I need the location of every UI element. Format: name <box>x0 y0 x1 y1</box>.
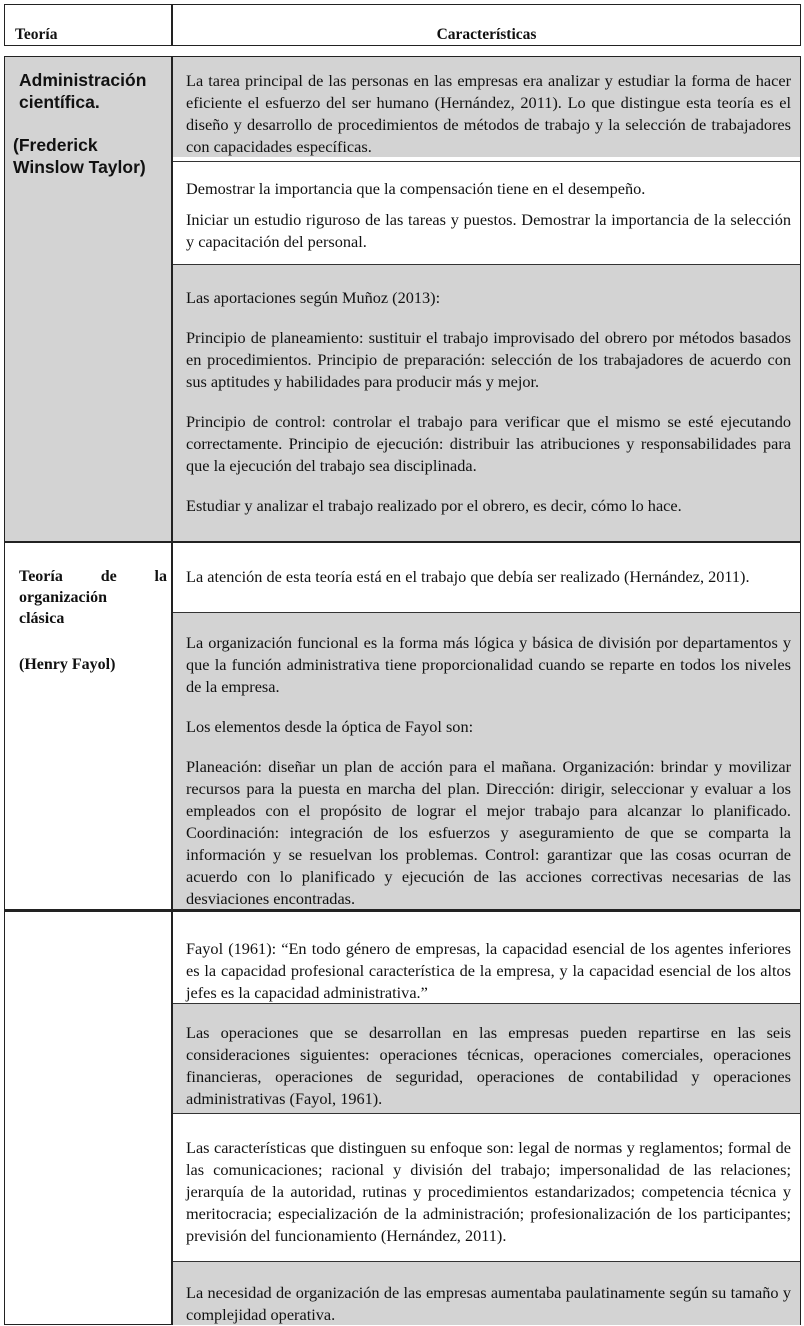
characteristic-block <box>173 264 800 541</box>
table-row <box>4 910 801 1325</box>
paragraph: La necesidad de organización de las empresas aumentaba paulatinamente según su tamaño y complejidad operativa. <box>186 1283 791 1324</box>
paragraph: La organización funcional es la forma más lógica y básica de división por departamentos y que la función administrativa tiene proporcionalidad cuando se reparte en todos los niveles de la empresa. <box>186 633 791 696</box>
theory-cell <box>4 56 172 542</box>
paragraph: Las operaciones que se desarrollan en las empresas pueden repartirse en las seis consideraciones siguientes: operaciones técnicas, operaciones comerciales, operaciones financieras, operaciones de seguridad, operaciones de contabilidad y operaciones administrativas (Fayol, 1961). <box>186 1023 791 1108</box>
characteristic-block <box>173 1003 800 1113</box>
characteristic-block <box>173 912 800 1003</box>
theory-cell <box>4 542 172 910</box>
paragraph: Principio de planeamiento: sustituir el trabajo improvisado del obrero por métodos basados en procedimientos. Principio de preparación: selección de los trabajadores de acuerdo con sus aptitudes y habilidades para producir más y mejor. <box>186 328 791 391</box>
paragraph: Demostrar la importancia que la compensación tiene en el desempeño. <box>186 179 646 198</box>
characteristics-cell <box>172 56 801 542</box>
header-cell-theory <box>4 4 172 46</box>
paragraph: La tarea principal de las personas en las empresas era analizar y estudiar la forma de hacer eficiente el esfuerzo del ser humano (Hernández, 2011). Lo que distingue esta teoría es el diseño y desarrollo de procedimientos de métodos de trabajo y la selección de trabajadores con capacidades específicas. <box>186 71 791 156</box>
theory-author: (Frederick Winslow Taylor) <box>13 135 146 177</box>
paragraph: Los elementos desde la óptica de Fayol son: <box>186 717 474 736</box>
paragraph: La atención de esta teoría está en el trabajo que debía ser realizado (Hernández, 2011). <box>186 567 750 586</box>
characteristic-block <box>173 57 800 157</box>
paragraph: Fayol (1961): “En todo género de empresas, la capacidad esencial de los agentes inferiores es la capacidad profesional característica de la empresa, y la capacidad esencial de los altos jefes es la capacidad administrativa.” <box>186 939 791 1002</box>
table-row <box>4 56 801 542</box>
characteristics-cell <box>172 542 801 910</box>
theory-name <box>19 566 167 629</box>
header-characteristics-label: Características <box>436 26 537 43</box>
characteristics-cell <box>172 910 801 1325</box>
theory-author: (Henry Fayol) <box>19 656 116 673</box>
header-theory-label: Teoría <box>15 26 58 43</box>
theory-name-line: organización <box>19 589 107 606</box>
theory-name: Administración científica. <box>19 70 147 112</box>
paragraph: Principio de control: controlar el trabajo para verificar que el mismo se esté ejecutando correctamente. Principio de ejecución: distribuir las atribuciones y responsabilidades para que la ejecución del trabajo sea disciplinada. <box>186 412 791 475</box>
characteristic-block <box>173 161 800 264</box>
table-header-row <box>4 4 801 46</box>
theory-cell <box>4 910 172 1325</box>
paragraph: Estudiar y analizar el trabajo realizado por el obrero, es decir, cómo lo hace. <box>186 496 682 515</box>
characteristic-block <box>173 1113 800 1261</box>
header-cell-characteristics <box>172 4 801 46</box>
paragraph: Las aportaciones según Muñoz (2013): <box>186 288 441 307</box>
characteristic-block <box>173 612 800 909</box>
theory-name-line: clásica <box>19 610 65 627</box>
characteristic-block <box>173 543 800 612</box>
characteristic-block <box>173 1261 800 1325</box>
paragraph: Planeación: diseñar un plan de acción para el mañana. Organización: brindar y movilizar recursos para la puesta en marcha del plan. Dirección: dirigir, seleccionar y evaluar a los empleados con el propósito de lograr el mejor trabajo para alcanzar lo planificado. Coordinación: integración de los esfuerzos y aseguramiento de que se comparta la información y se resuelvan los problemas. Control: garantizar que las cosas ocurran de acuerdo con lo planificado y ejecución de las acciones correctivas necesarias de las desviaciones encontradas. <box>186 757 791 908</box>
paragraph: Las características que distinguen su enfoque son: legal de normas y reglamentos; formal de las comunicaciones; racional y división del trabajo; impersonalidad de las relaciones; jerarquía de la autoridad, rutinas y procedimientos estandarizados; competencia técnica y meritocracia; especialización de la administración; profesionalización de los participantes; previsión del funcionamiento (Hernández, 2011). <box>186 1138 791 1245</box>
table-row <box>4 542 801 910</box>
paragraph: Iniciar un estudio riguroso de las tareas y puestos. Demostrar la importancia de la selección y capacitación del personal. <box>186 210 791 251</box>
theory-name-line: Teoría de la <box>19 568 167 585</box>
